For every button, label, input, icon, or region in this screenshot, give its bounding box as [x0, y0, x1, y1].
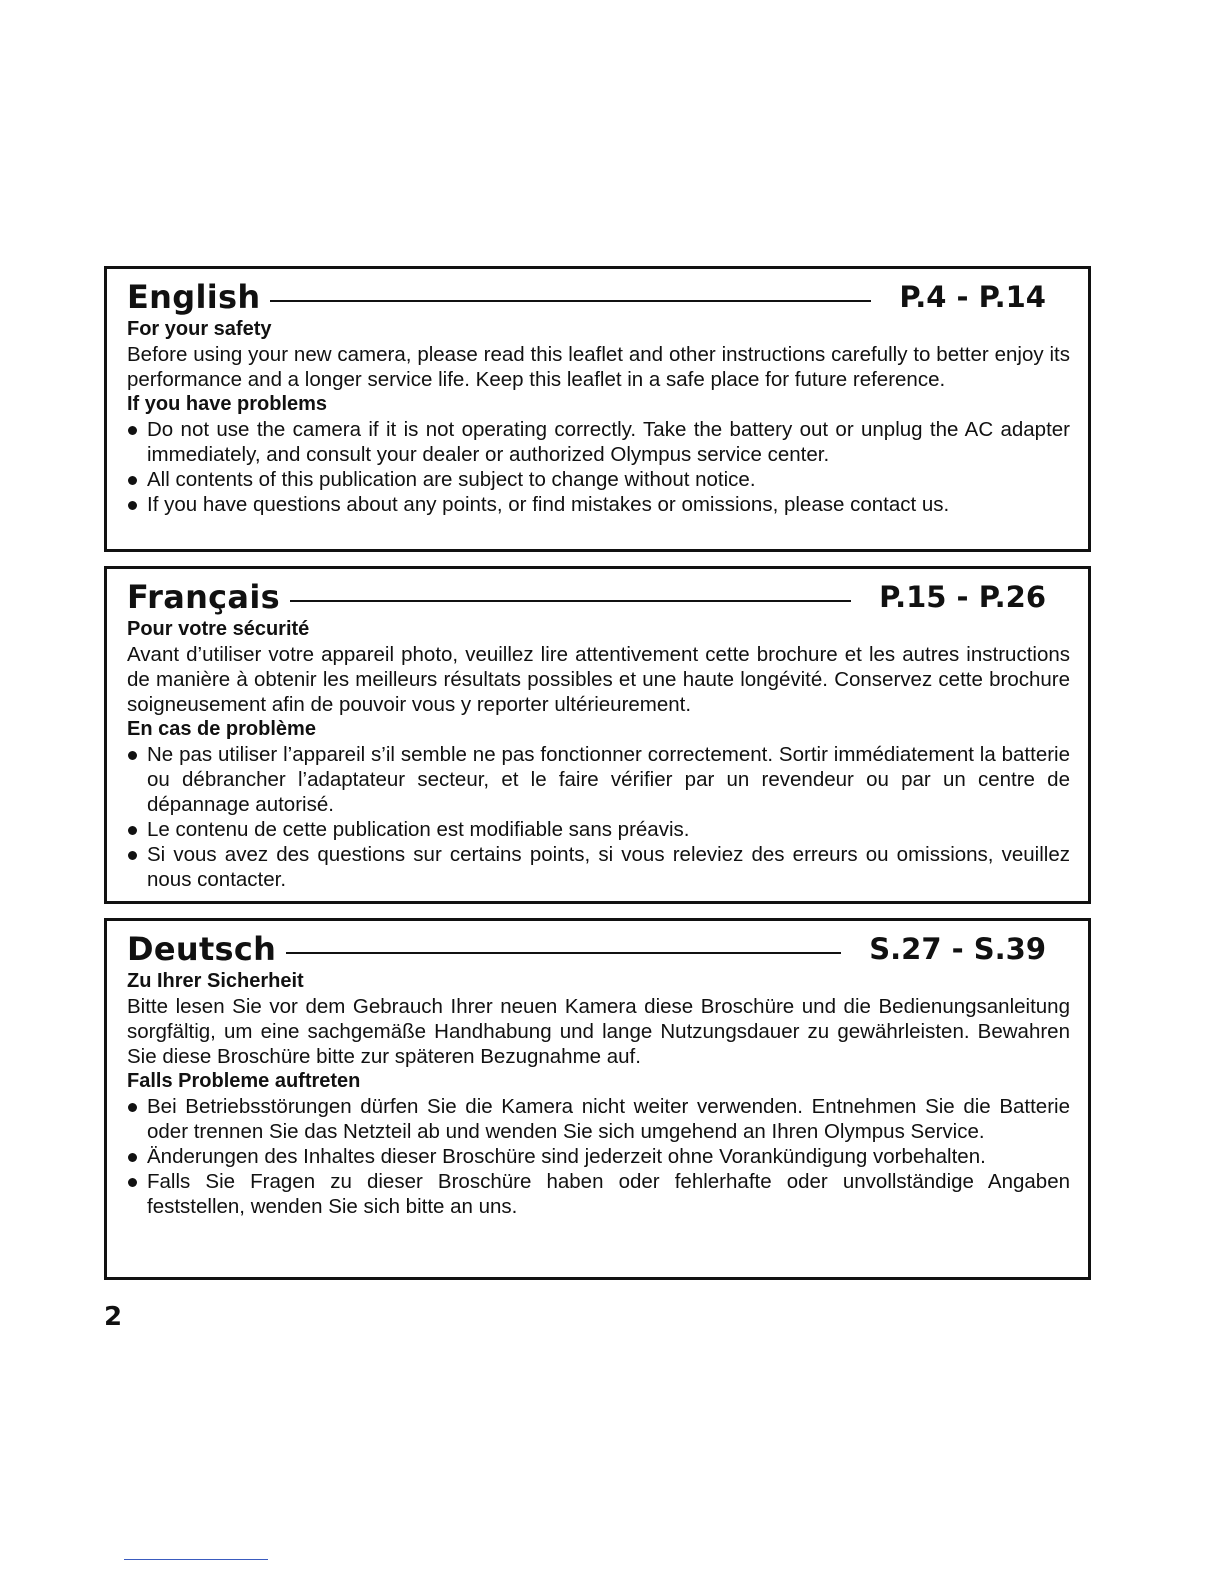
section-heading	[127, 277, 1070, 317]
problems-heading: Falls Probleme auftreten	[127, 1070, 361, 1092]
list-item: Le contenu de cette publication est modifiable sans préavis.	[127, 817, 1070, 842]
section-deutsch	[104, 918, 1091, 1280]
list-item: Ne pas utiliser l’appareil s’il semble ne pas fonctionner correctement. Sortir immédiatement la batterie ou débrancher l’adaptateur secteur, et le faire vérifier par un revendeur ou par un centre de dépannage autorisé.	[127, 742, 1070, 817]
list-item: Bei Betriebsstörungen dürfen Sie die Kamera nicht weiter verwenden. Entnehmen Sie die Batterie oder trennen Sie das Netzteil ab und wenden Sie sich umgehend an Ihren Olympus Service.	[127, 1094, 1070, 1144]
safety-text: Bitte lesen Sie vor dem Gebrauch Ihrer neuen Kamera diese Broschüre und die Bedienungsanleitung sorgfältig, um eine sachgemäße Handhabung und lange Nutzungsdauer zu gewährleisten. Bewahren Sie diese Broschüre bitte zur späteren Bezugnahme auf.	[127, 995, 1070, 1068]
heading-rule	[286, 952, 841, 954]
heading-rule	[270, 300, 871, 302]
section-english	[104, 266, 1091, 552]
footer-divider	[124, 1559, 268, 1560]
problems-heading: En cas de problème	[127, 718, 316, 740]
list-item: Falls Sie Fragen zu dieser Broschüre haben oder fehlerhafte oder unvollständige Angaben feststellen, wenden Sie sich bitte an uns.	[127, 1169, 1070, 1219]
problems-list	[127, 417, 1070, 517]
section-francais	[104, 566, 1091, 904]
safety-text: Avant d’utiliser votre appareil photo, veuillez lire attentivement cette brochure et les autres instructions de manière à obtenir les meilleurs résultats possibles et une haute longévité. Conservez cette brochure soigneusement afin de pouvoir vous y reporter ultérieurement.	[127, 643, 1070, 716]
problems-list	[127, 742, 1070, 892]
page-range: P.4 - P.14	[899, 280, 1046, 314]
list-item: Änderungen des Inhaltes dieser Broschüre sind jederzeit ohne Vorankündigung vorbehalten.	[127, 1144, 1070, 1169]
list-item: All contents of this publication are subject to change without notice.	[127, 467, 1070, 492]
list-item: Do not use the camera if it is not operating correctly. Take the battery out or unplug the AC adapter immediately, and consult your dealer or authorized Olympus service center.	[127, 417, 1070, 467]
safety-heading: Pour votre sécurité	[127, 618, 310, 640]
safety-heading: Zu Ihrer Sicherheit	[127, 970, 304, 992]
language-title: English	[127, 278, 261, 316]
language-title: Français	[127, 578, 280, 616]
list-item: Si vous avez des questions sur certains points, si vous releviez des erreurs ou omissions, veuillez nous contacter.	[127, 842, 1070, 892]
safety-text: Before using your new camera, please read this leaflet and other instructions carefully to better enjoy its performance and a longer service life. Keep this leaflet in a safe place for future reference.	[127, 343, 1070, 391]
list-item: If you have questions about any points, or find mistakes or omissions, please contact us.	[127, 492, 1070, 517]
heading-rule	[290, 600, 851, 602]
problems-heading: If you have problems	[127, 393, 328, 415]
safety-heading: For your safety	[127, 318, 272, 340]
language-title: Deutsch	[127, 930, 277, 968]
section-heading	[127, 577, 1070, 617]
problems-list	[127, 1094, 1070, 1219]
page-number: 2	[104, 1302, 123, 1332]
page-range: S.27 - S.39	[869, 932, 1046, 966]
page-range: P.15 - P.26	[879, 580, 1046, 614]
section-heading	[127, 929, 1070, 969]
